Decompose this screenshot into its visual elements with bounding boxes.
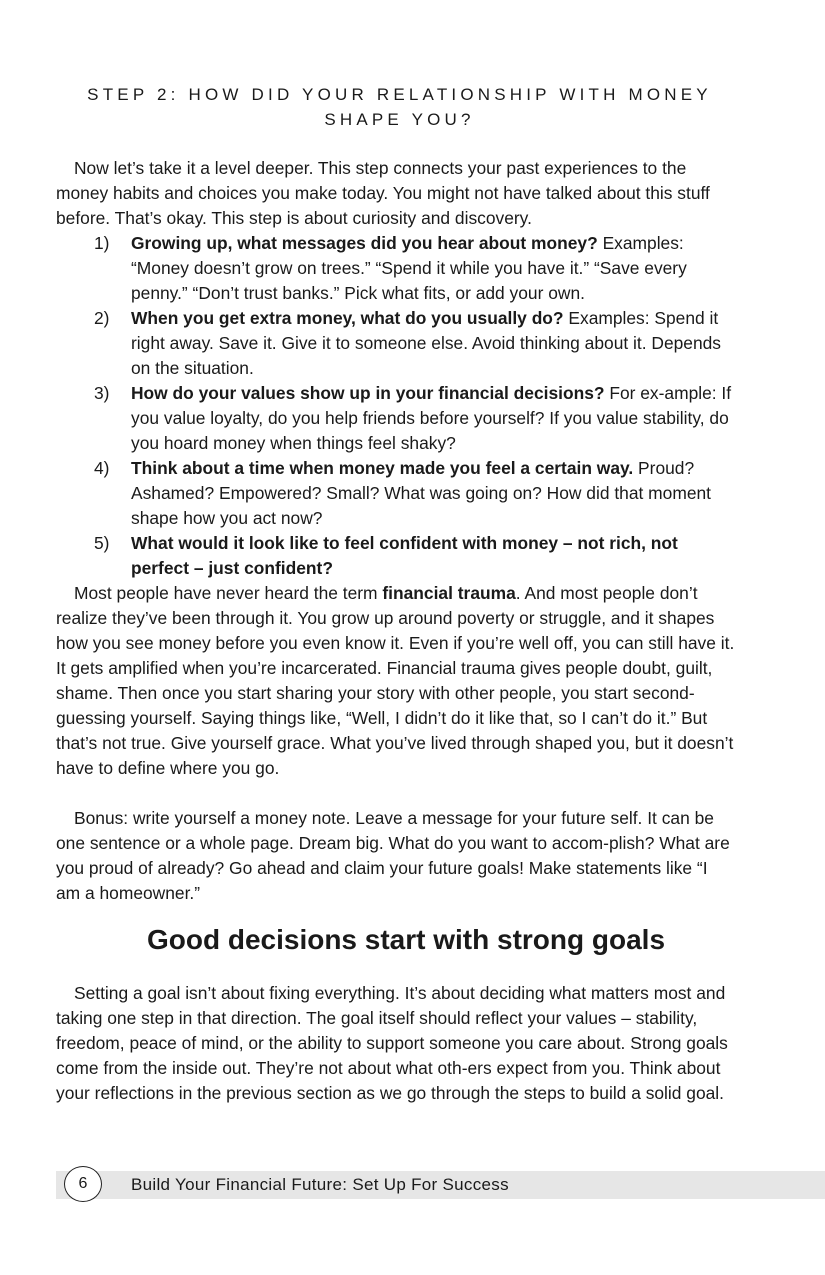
page-number-badge <box>64 1166 102 1202</box>
question-detail: Proud? Ashamed? Empowered? Small? What was going on? How did that moment shape how you act now? <box>131 458 711 528</box>
question-detail: For ex-ample: If you value loyalty, do you help friends before yourself? If you value stability, do you hoard money when things feel shaky? <box>131 383 732 453</box>
footer-title: Build Your Financial Future: Set Up For Success <box>131 1175 509 1194</box>
list-number: 3) <box>94 383 110 403</box>
list-item <box>56 231 736 306</box>
step-heading <box>56 82 743 132</box>
trauma-text-before: Most people have never heard the term <box>74 583 383 603</box>
page-number: 6 <box>78 1175 88 1192</box>
list-number: 1) <box>94 233 110 253</box>
list-item <box>56 531 736 581</box>
goals-paragraph: Setting a goal isn’t about fixing everything. It’s about deciding what matters most and taking one step in that direction. The goal itself should reflect your values – stability, freedom, peace of mind, or the ability to support someone you care about. Strong goals come from the inside out. They’re not about what oth-ers expect from you. Think about your reflections in the previous section as we go through the steps to build a solid goal. <box>56 983 728 1103</box>
financial-trauma-paragraph <box>56 581 736 781</box>
list-item <box>56 381 736 456</box>
question-detail: Examples: Spend it right away. Save it. Give it to someone else. Avoid thinking about it. Depends on the situation. <box>131 308 722 378</box>
question-text: When you get extra money, what do you usually do? <box>131 308 564 328</box>
list-item <box>56 456 736 531</box>
question-text: What would it look like to feel confident with money – not rich, not perfect – just confident? <box>131 533 678 578</box>
question-text: How do your values show up in your financial decisions? <box>131 383 605 403</box>
question-text: Growing up, what messages did you hear about money? <box>131 233 598 253</box>
trauma-text-after: . And most people don’t realize they’ve been through it. You grow up around poverty or struggle, and it shapes how you see money before you even know it. Even if you’re well off, you can still have it. It gets amplified when you’re incarcerated. Financial trauma gives people doubt, guilt, shame. Then once you start sharing your story with other people, you start second-guessing yourself. Saying things like, “Well, I didn’t do it like that, so I can’t do it.” But that’s not true. Give yourself grace. What you’ve lived through shaped you, but it doesn’t have to define where you go. <box>56 583 735 778</box>
list-number: 5) <box>94 533 110 553</box>
section-heading: Good decisions start with strong goals <box>146 924 666 955</box>
list-item <box>56 306 736 381</box>
step-heading-line1: STEP 2: HOW DID YOUR RELATIONSHIP WITH MONEY <box>87 85 712 104</box>
list-number: 4) <box>94 458 110 478</box>
intro-paragraph: Now let’s take it a level deeper. This step connects your past experiences to the money habits and choices you make today. You might not have talked about this stuff before. That’s okay. This step is about curiosity and discovery. <box>56 158 710 228</box>
trauma-term: financial trauma <box>382 583 516 603</box>
list-number: 2) <box>94 308 110 328</box>
step-heading-line2: SHAPE YOU? <box>324 110 475 129</box>
question-text: Think about a time when money made you feel a certain way. <box>131 458 634 478</box>
bonus-paragraph: Bonus: write yourself a money note. Leave a message for your future self. It can be one sentence or a whole page. Dream big. What do you want to accom-plish? What are you proud of already? Go ahead and claim your future goals! Make statements like “I am a homeowner.” <box>56 808 730 903</box>
reflection-question-list <box>56 231 736 581</box>
question-detail: Examples: “Money doesn’t grow on trees.” “Spend it while you have it.” “Save every penny.” “Don’t trust banks.” Pick what fits, or add your own. <box>131 233 687 303</box>
